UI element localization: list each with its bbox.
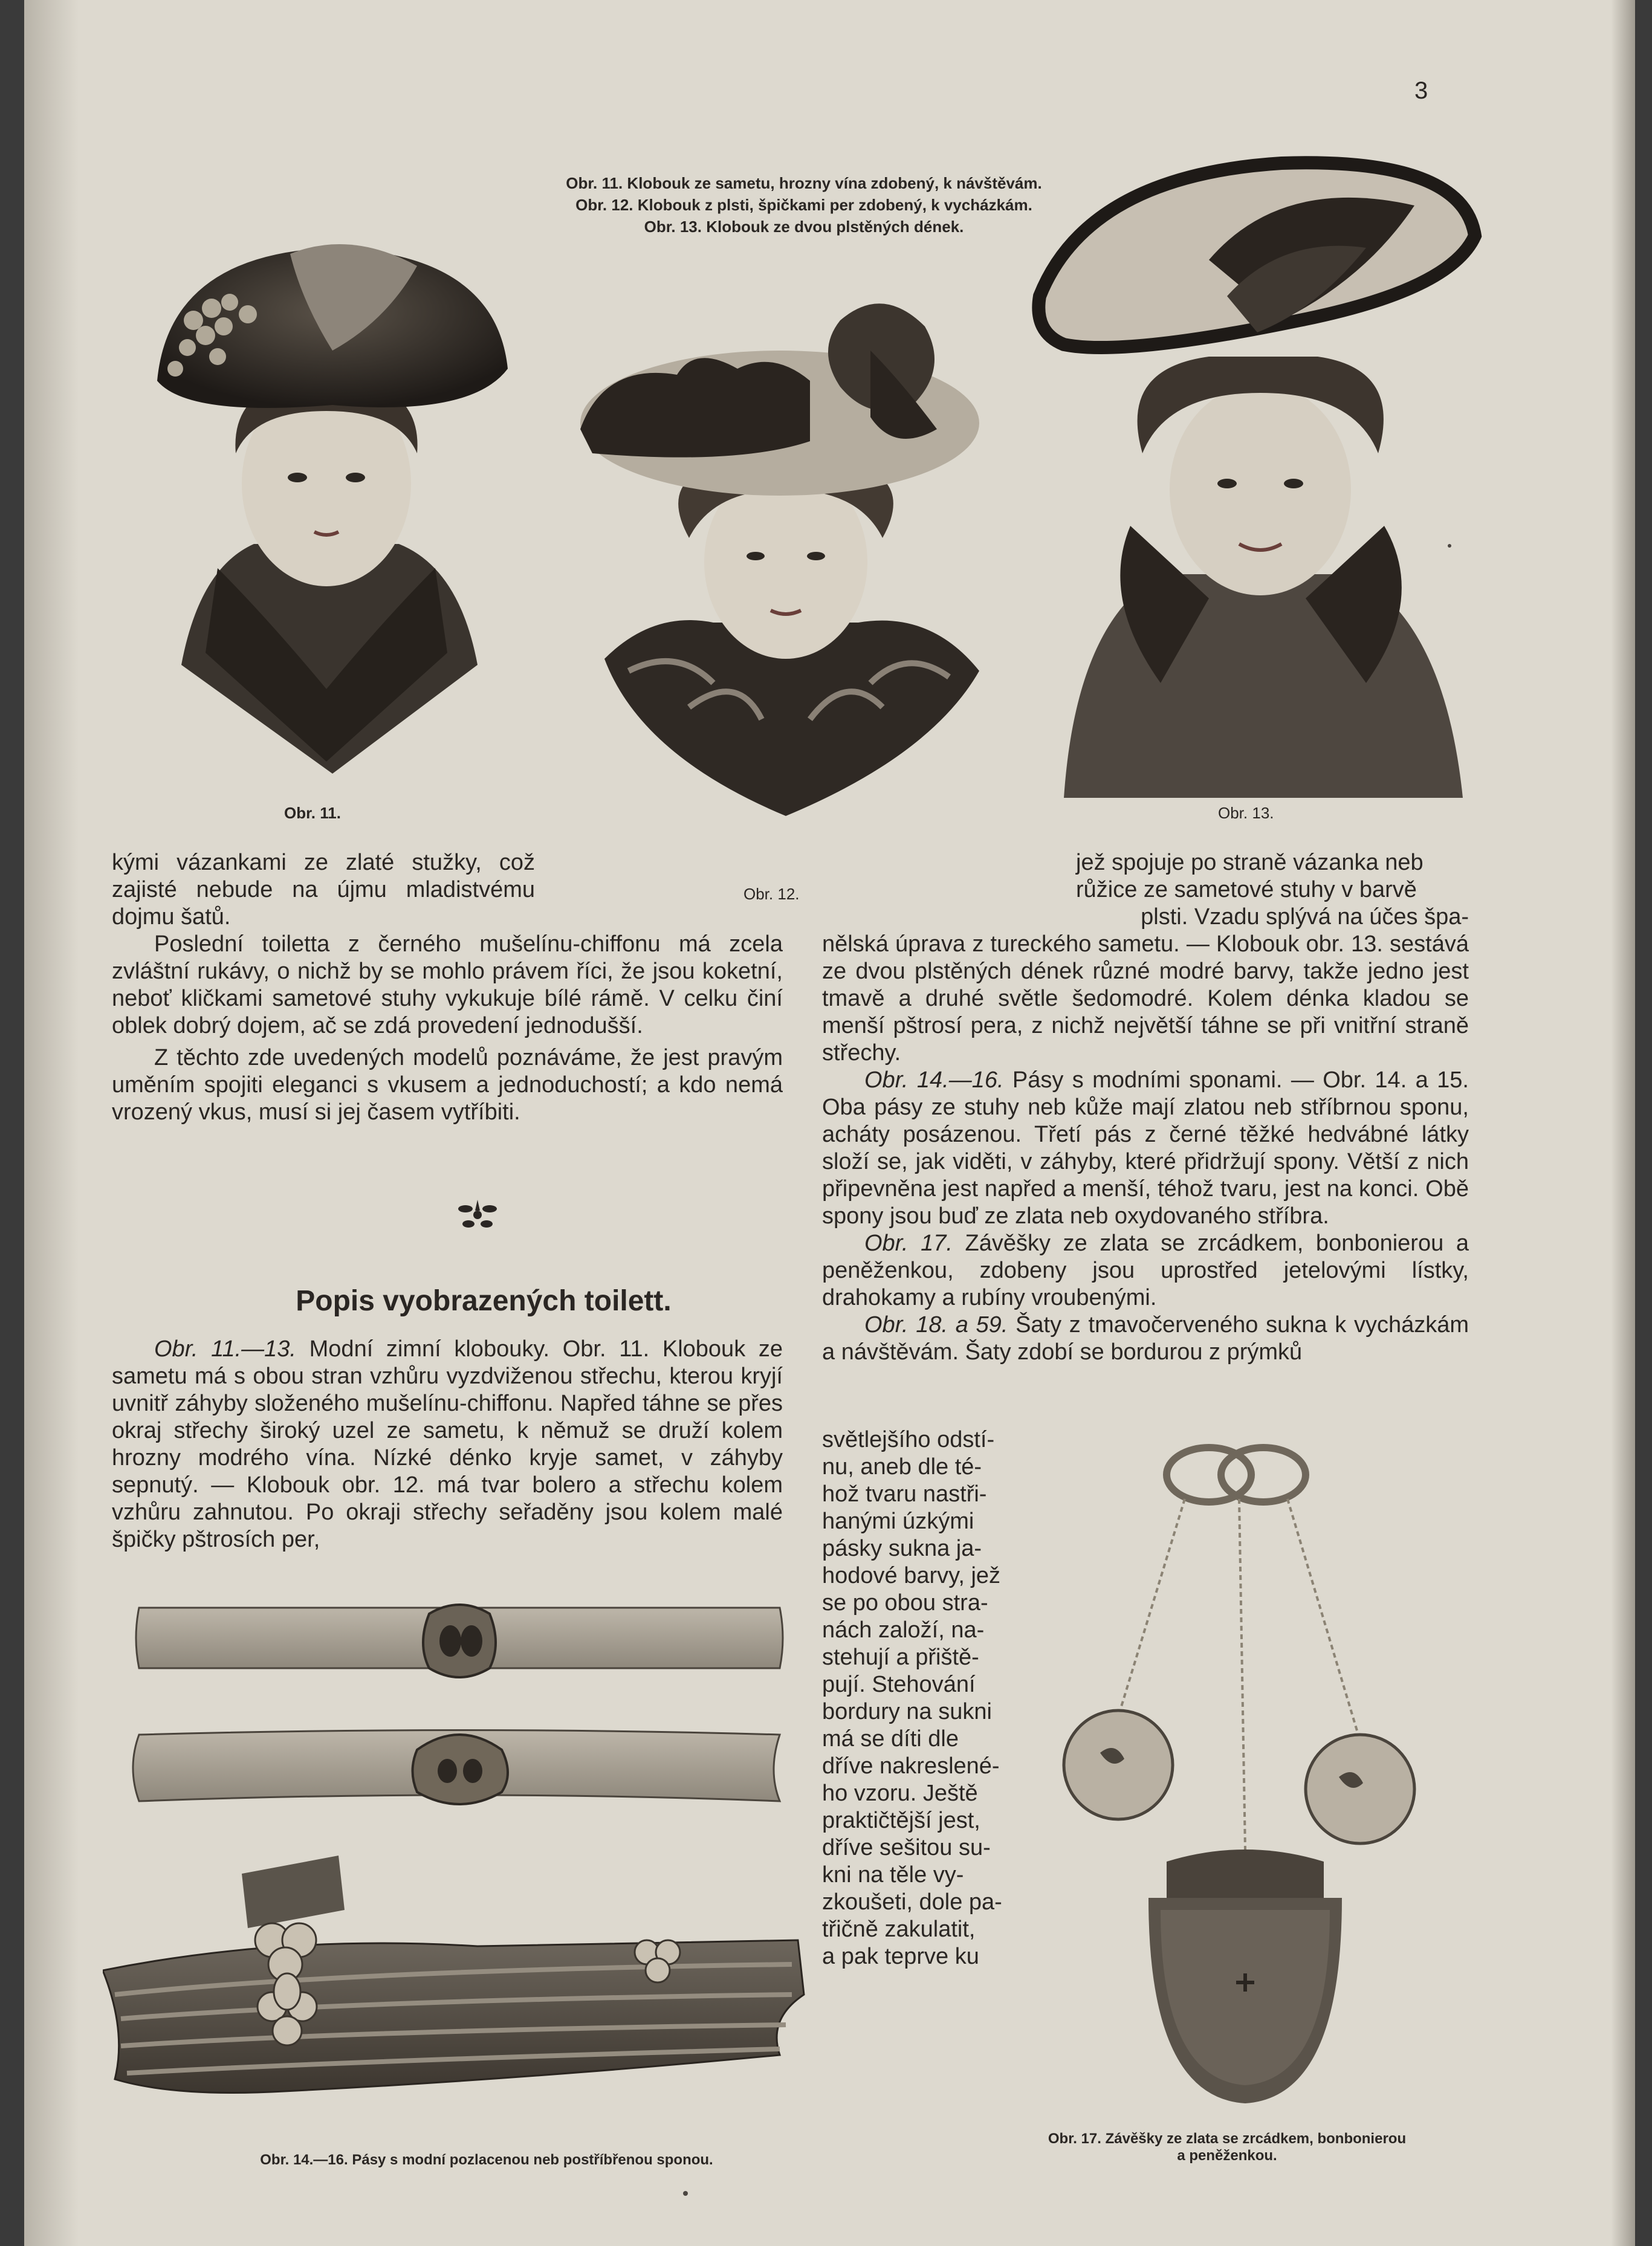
wrap-line: pují. Stehování: [822, 1672, 976, 1697]
left-column-body: [112, 931, 783, 1126]
wrap-line: má se díti dle: [822, 1726, 959, 1752]
right-paragraph-1-rest: nělská úprava z tureckého sametu. — Klobouk obr. 13. sestává ze dvou plstěných dének různé modré barvy, takže jedno jest tmavě a druhé světle šedomodré. Kolem dénka kladou se menší pštrosí pera, z nichž největší táhne se při vnitřní straně střechy.: [822, 931, 1469, 1066]
figure-caption-11: Obr. 11. Klobouk ze sametu, hrozny vína zdobený, k návštěvám.: [566, 174, 1042, 192]
wrap-line: ho vzoru. Ještě: [822, 1781, 978, 1806]
wrap-line: dříve sešitou su-: [822, 1835, 991, 1860]
left-paragraph-4-text: Modní zimní klobouky. Obr. 11. Klobouk ze sametu má s obou stran vzhůru vyzdviženou střechu, kterou kryjí uvnitř záhyby složeného mušelínu-chiffonu. Napřed táhne se přes okraj střechy široký uzel ze sametu, k němuž se druží kolem hrozny modrého vína. Nízké dénko kryje samet, v záhyby sepnutý. — Klobouk obr. 12. má tvar bolero a střechu kolem vzhůru zahnutou. Po okraji střechy seřaděny jsou kolem malé špičky pštrosích per,: [112, 1336, 783, 1552]
wrap-line: zkoušeti, dole pa-: [822, 1889, 1002, 1915]
wrap-line: se po obou stra-: [822, 1590, 988, 1616]
left-paragraph-4-ref: Obr. 11.—13.: [154, 1336, 296, 1362]
left-paragraph-2: Poslední toiletta z černého mušelínu-chiffonu má zcela zvláštní rukávy, o nichž by se mohlo právem říci, že jsou koketní, neboť kličkami sametové stuhy vykukuje bílé rámě. V celku činí oblek dobrý dojem, ač se zdá provedení jednodušší.: [112, 931, 783, 1038]
mirror-pendant: [1064, 1710, 1173, 1819]
pendants-caption-line-2: a peněženkou.: [1177, 2147, 1277, 2164]
buckle-1: [423, 1605, 496, 1677]
right-paragraph-3: [822, 1230, 1469, 1312]
left-paragraph-3: Z těchto zde uvedených modelů poznáváme, že jest pravým uměním spojiti eleganci s vkusem a jednoduchostí; a kdo nemá vrozený vkus, musí si jej časem vytříbiti.: [112, 1045, 783, 1125]
hat-12-drawing: [556, 284, 1015, 828]
right-paragraph-4: [822, 1312, 1469, 1366]
wrap-line: hož tvaru nastři-: [822, 1481, 987, 1507]
page-number: 3: [1414, 77, 1428, 104]
ornament-icon: [447, 1194, 508, 1236]
purse-pendant: [1148, 1850, 1342, 2103]
section-heading: Popis vyobrazených toilett.: [296, 1285, 672, 1317]
wrap-line: stehují a přiště-: [822, 1645, 979, 1670]
right-line-1: jež spojuje po straně vázanka neb: [1076, 850, 1424, 875]
wrap-line: nu, aneb dle té-: [822, 1454, 982, 1480]
hat-13-drawing: [1028, 139, 1487, 798]
left-paragraph-4: [112, 1336, 783, 1553]
right-column-intro: [1076, 849, 1469, 931]
right-paragraph-2: [822, 1067, 1469, 1230]
right-paragraph-3-ref: Obr. 17.: [864, 1231, 953, 1256]
magazine-page: [24, 0, 1635, 2246]
hat-illustration-11: [133, 230, 520, 804]
right-line-2: růžice ze sametové stuhy v barvě: [1076, 877, 1417, 902]
belts-drawing: [103, 1596, 810, 2140]
right-paragraph-2-ref: Obr. 14.—16.: [864, 1067, 1004, 1093]
left-column-intro: [112, 849, 535, 931]
left-column-description: [112, 1336, 783, 1553]
pendants-illustration: [1009, 1439, 1469, 2115]
wrap-line: dříve nakreslené-: [822, 1753, 1000, 1779]
margin-dot: [1448, 544, 1451, 548]
right-column-body: [822, 931, 1469, 1366]
right-paragraph-3-text: Závěšky ze zlata se zrcádkem, bonbonierou a peněženkou, zdobeny jsou uprostřed jetelovými lístky, drahokamy a rubíny vroubenými.: [822, 1231, 1469, 1310]
wrap-line: kni na těle vy-: [822, 1862, 964, 1888]
belts-caption: Obr. 14.—16. Pásy s modní pozlacenou neb postříbřenou sponou.: [260, 2152, 713, 2168]
pendants-drawing: [1009, 1439, 1469, 2115]
belts-illustration: [103, 1596, 810, 2140]
pendants-caption-line-1: Obr. 17. Závěšky ze zlata se zrcádkem, bonbonierou: [1048, 2131, 1407, 2147]
wrap-line: hodové barvy, jež: [822, 1563, 1001, 1588]
hat-illustration-12: [556, 284, 1015, 828]
bonbonniere-pendant: [1306, 1735, 1414, 1843]
figure-label-12: Obr. 12.: [743, 885, 800, 903]
figure-captions: [514, 172, 1094, 238]
right-paragraph-4-ref: Obr. 18. a 59.: [864, 1312, 1008, 1338]
buckle-2: [413, 1735, 508, 1804]
wrap-line: hanými úzkými: [822, 1509, 974, 1534]
wrap-line: světlejšího odstí-: [822, 1427, 995, 1452]
left-paragraph-1: kými vázankami ze zlaté stužky, což zajisté nebude na újmu mladistvému dojmu šatů.: [112, 850, 535, 930]
wrap-line: nách založí, na-: [822, 1617, 985, 1643]
figure-label-13: Obr. 13.: [1218, 804, 1274, 822]
right-line-3: plsti. Vzadu splývá na účes špa-: [1141, 904, 1469, 930]
hat-11-drawing: [133, 230, 520, 804]
wrap-line: pásky sukna ja-: [822, 1536, 982, 1561]
wrap-line: bordury na sukni: [822, 1699, 992, 1724]
figure-caption-12: Obr. 12. Klobouk z plsti, špičkami per zdobený, k vycházkám.: [575, 196, 1032, 214]
pendants-caption: [991, 2131, 1463, 2164]
figure-caption-13: Obr. 13. Klobouk ze dvou plstěných dének.: [644, 218, 964, 236]
right-paragraph-4-text: Šaty z tmavočerveného sukna k vycházkám a návštěvám. Šaty zdobí se bordurou z prýmků: [822, 1312, 1469, 1365]
hat-illustration-13: [1028, 139, 1487, 798]
right-wrap-column: [822, 1426, 1022, 1970]
right-paragraph-2-text: Pásy s modními sponami. — Obr. 14. a 15. Oba pásy ze stuhy neb kůže mají zlatou neb stříbrnou sponu, acháty posázenou. Třetí pás z černé těžké hedvábné látky složí se, jak viděti, v záhyby, které přidržují spony. Větší z nich připevněna jest napřed a menší, téhož tvaru, jest na konci. Obě spony jsou buď ze zlata neb oxydovaného stříbra.: [822, 1067, 1469, 1229]
wrap-line: třičně zakulatit,: [822, 1917, 976, 1942]
wrap-line: praktičtější jest,: [822, 1808, 980, 1833]
bottom-dot: [683, 2191, 688, 2196]
wrap-line: a pak teprve ku: [822, 1944, 979, 1969]
figure-label-11: Obr. 11.: [284, 804, 341, 822]
